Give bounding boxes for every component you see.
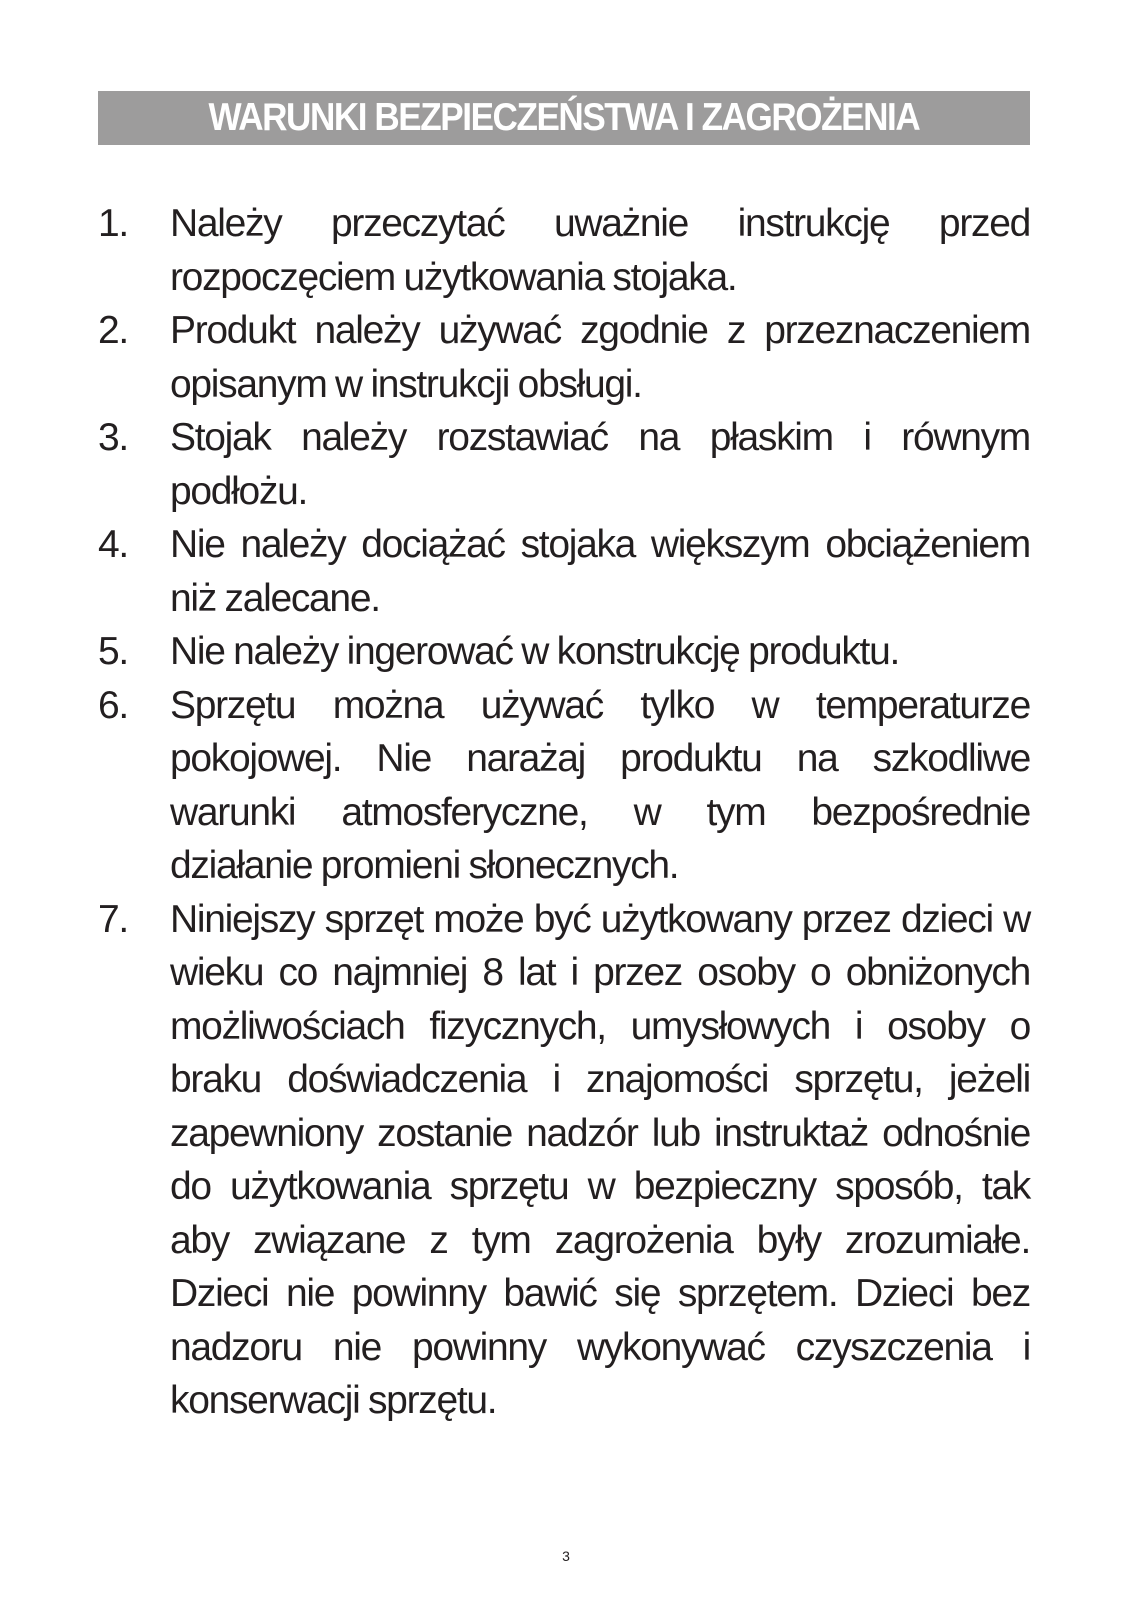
page-number: 3 xyxy=(562,1548,570,1564)
item-text: Stojak należy rozstawiać na płaskim i równym podłożu. xyxy=(170,416,1030,513)
list-item xyxy=(98,518,1030,625)
item-number: 6. xyxy=(98,683,128,727)
section-header-bar xyxy=(98,91,1030,145)
item-number: 2. xyxy=(98,309,128,352)
item-number: 5. xyxy=(98,630,128,673)
item-number: 3. xyxy=(98,416,128,459)
item-text: Sprzętu można używać tylko w temperaturze pokojowej. Nie narażaj produktu na szkodliwe warunki atmosferyczne, w tym bezpośrednie działanie promieni słonecznych. xyxy=(170,683,1030,887)
safety-rules-list xyxy=(98,197,1030,1428)
item-text: Niniejszy sprzęt może być użytkowany przez dzieci w wieku co najmniej 8 lat i przez osoby o obniżonych możliwościach fizycznych, umysłowych i osoby o braku doświadczenia i znajomości sprzętu, jeżeli zapewniony zostanie nadzór lub instruktaż odnośnie do użytkowania sprzętu w bezpieczny sposób, tak aby związane z tym zagrożenia były zrozumiałe. Dzieci nie powinny bawić się sprzętem. Dzieci bez nadzoru nie powinny wykonywać czyszczenia i konserwacji sprzętu. xyxy=(170,897,1030,1422)
item-text: Produkt należy używać zgodnie z przeznaczeniem opisanym w instrukcji obsługi. xyxy=(170,309,1030,406)
list-item xyxy=(98,625,1030,679)
item-number: 4. xyxy=(98,523,128,566)
item-text: Należy przeczytać uważnie instrukcję przed rozpoczęciem użytkowania stojaka. xyxy=(170,202,1030,299)
item-text: Nie należy ingerować w konstrukcję produktu. xyxy=(170,630,900,673)
list-item xyxy=(98,679,1030,893)
item-number: 1. xyxy=(98,202,128,245)
list-item xyxy=(98,893,1030,1428)
list-item xyxy=(98,304,1030,411)
list-item xyxy=(98,197,1030,304)
item-text: Nie należy dociążać stojaka większym obciążeniem niż zalecane. xyxy=(170,523,1030,620)
list-item xyxy=(98,411,1030,518)
section-title: WARUNKI BEZPIECZEŃSTWA I ZAGROŻENIA xyxy=(208,96,920,139)
item-number: 7. xyxy=(98,897,128,941)
